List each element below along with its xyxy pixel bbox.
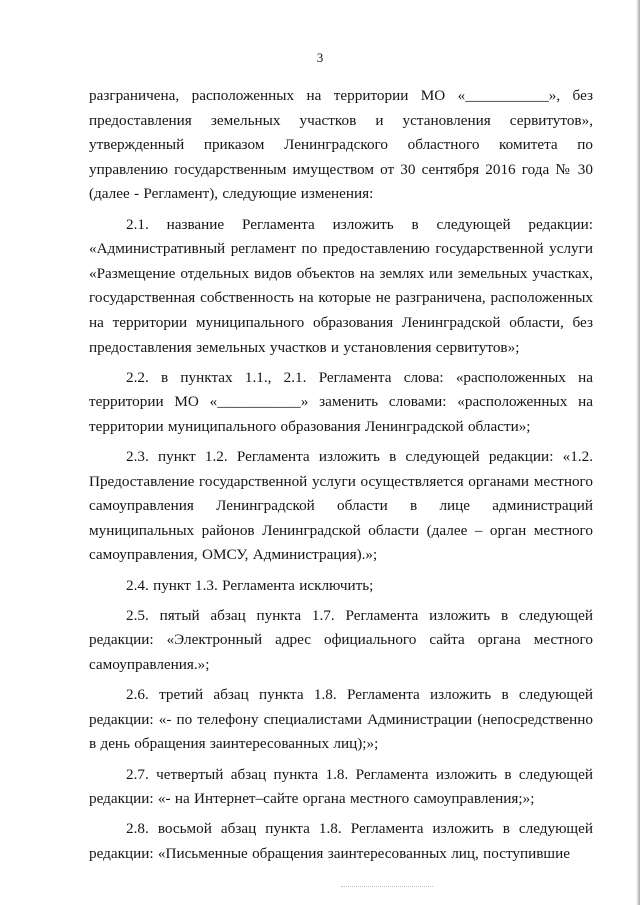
document-body: [89, 84, 593, 867]
paragraph-item-2-4: 2.4. пункт 1.3. Регламента исключить;: [126, 576, 374, 594]
scan-artifact: [341, 886, 433, 888]
paragraph-item-2-3: 2.3. пункт 1.2. Регламента изложить в следующей редакции: «1.2. Предоставление государственной услуги осуществляется органами местного самоуправления Ленинградской области в лице администраций муниципальных районов Ленинградской области (далее – орган местного самоуправления, ОМСУ, Администрация).»;: [89, 448, 593, 564]
paragraph-item-2-7: 2.7. четвертый абзац пункта 1.8. Регламента изложить в следующей редакции: «- на Интернет–сайте органа местного самоуправления;»;: [89, 765, 593, 808]
paragraph-item-2-1: 2.1. название Регламента изложить в следующей редакции: «Административный регламент по предоставлению государственной услуги «Размещение отдельных видов объектов на землях или земельных участках, государственная собственность на которые не разграничена, расположенных на территории муниципального образования Ленинградской области, без предоставления земельных участков и установления сервитутов»;: [89, 215, 593, 356]
paragraph-item-2-6: 2.6. третий абзац пункта 1.8. Регламента изложить в следующей редакции: «- по телефону специалистами Администрации (непосредственно в день обращения заинтересованных лиц);»;: [89, 686, 593, 753]
paragraph-item-2-8: 2.8. восьмой абзац пункта 1.8. Регламента изложить в следующей редакции: «Письменные обращения заинтересованных лиц, поступившие: [89, 820, 593, 862]
paragraph-continuation: разграничена, расположенных на территории МО «___________», без предоставления земельных участков и установления сервитутов», утвержденный приказом Ленинградского областного комитета по управлению государственным имуществом от 30 сентября 2016 года № 30 (далее - Регламент), следующие изменения:: [89, 87, 593, 203]
page-number: 3: [316, 50, 324, 65]
paragraph-item-2-5: 2.5. пятый абзац пункта 1.7. Регламента изложить в следующей редакции: «Электронный адрес официального сайта органа местного самоуправления.»;: [89, 606, 593, 674]
scan-edge-shadow: [636, 0, 640, 905]
paragraph-item-2-2: 2.2. в пунктах 1.1., 2.1. Регламента слова: «расположенных на территории МО «___________» заменить словами: «расположенных на территории муниципального образования Ленинградской области»;: [89, 368, 593, 435]
